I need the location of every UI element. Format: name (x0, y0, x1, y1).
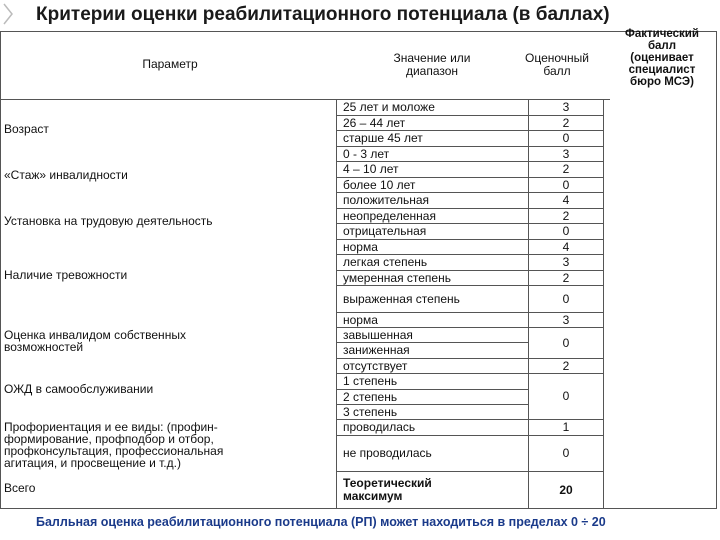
header-actual: Фактический балл (оценивает специалист бюро МСЭ) (625, 28, 699, 88)
score-cell: 2 (529, 209, 604, 224)
value-cell: норма (337, 313, 529, 328)
score-cell: 0 (529, 224, 604, 240)
slide-corner-mark-icon (2, 2, 18, 26)
param-disability-duration: «Стаж» инвалидности (4, 168, 128, 182)
score-cell: 4 (529, 240, 604, 255)
param-work-attitude: Установка на трудовую деятельность (4, 214, 213, 228)
score-cell: 0 (529, 436, 604, 472)
value-cell: 2 степень (337, 390, 529, 405)
param-column (0, 100, 336, 508)
value-cell: 3 степень (337, 405, 529, 420)
value-cell: завышенная (337, 328, 529, 343)
score-cell: 2 (529, 359, 604, 374)
score-cell: 2 (529, 162, 604, 178)
score-cell: 3 (529, 313, 604, 328)
value-cell: 1 степень (337, 374, 529, 390)
header-param: Параметр (142, 57, 198, 71)
score-cell: 3 (529, 147, 604, 162)
score-cell: 2 (529, 271, 604, 286)
param-self-assessment: Оценка инвалидом собственных возможностей (4, 328, 186, 354)
values-grid (336, 100, 604, 508)
footnote: Балльная оценка реабилитационного потенциала (РП) может находиться в пределах 0 ÷ 20 (36, 515, 606, 529)
value-cell: норма (337, 240, 529, 255)
param-anxiety: Наличие тревожности (4, 268, 128, 282)
score-cell: 0 (529, 374, 604, 420)
value-cell: неопределенная (337, 209, 529, 224)
value-cell: 4 – 10 лет (337, 162, 529, 178)
score-cell: 0 (529, 131, 604, 147)
value-cell: 25 лет и моложе (337, 100, 529, 116)
score-cell: 0 (529, 286, 604, 313)
value-cell: умеренная степень (337, 271, 529, 286)
value-cell-total: Теоретический максимум (337, 472, 529, 508)
param-age: Возраст (4, 122, 49, 136)
value-cell: положительная (337, 193, 529, 209)
score-cell: 1 (529, 420, 604, 436)
value-cell: заниженная (337, 343, 529, 359)
score-cell: 2 (529, 116, 604, 131)
value-cell: старше 45 лет (337, 131, 529, 147)
value-cell: 0 - 3 лет (337, 147, 529, 162)
header-score: Оценочный балл (525, 51, 589, 78)
value-cell: 26 – 44 лет (337, 116, 529, 131)
header-value: Значение или диапазон (393, 51, 471, 78)
value-cell: легкая степень (337, 255, 529, 271)
value-cell: отсутствует (337, 359, 529, 374)
param-total: Всего (4, 481, 36, 495)
param-career-guidance: Профориентация и ее виды: (профин- формирование, профподбор и отбор, профконсультация, профессиональная агитация, и просвещение и т.д.) (4, 420, 224, 470)
score-cell: 0 (529, 328, 604, 359)
score-cell: 3 (529, 255, 604, 271)
value-cell: отрицательная (337, 224, 529, 240)
score-cell: 3 (529, 100, 604, 116)
param-self-care: ОЖД в самообслуживании (4, 382, 154, 396)
value-cell: выраженная степень (337, 286, 529, 313)
score-cell: 4 (529, 193, 604, 209)
value-cell: более 10 лет (337, 178, 529, 193)
score-cell-total: 20 (529, 472, 604, 508)
page-title: Критерии оценки реабилитационного потенциала (в баллах) (36, 4, 610, 25)
value-cell: не проводилась (337, 436, 529, 472)
score-cell: 0 (529, 178, 604, 193)
value-cell: проводилась (337, 420, 529, 436)
